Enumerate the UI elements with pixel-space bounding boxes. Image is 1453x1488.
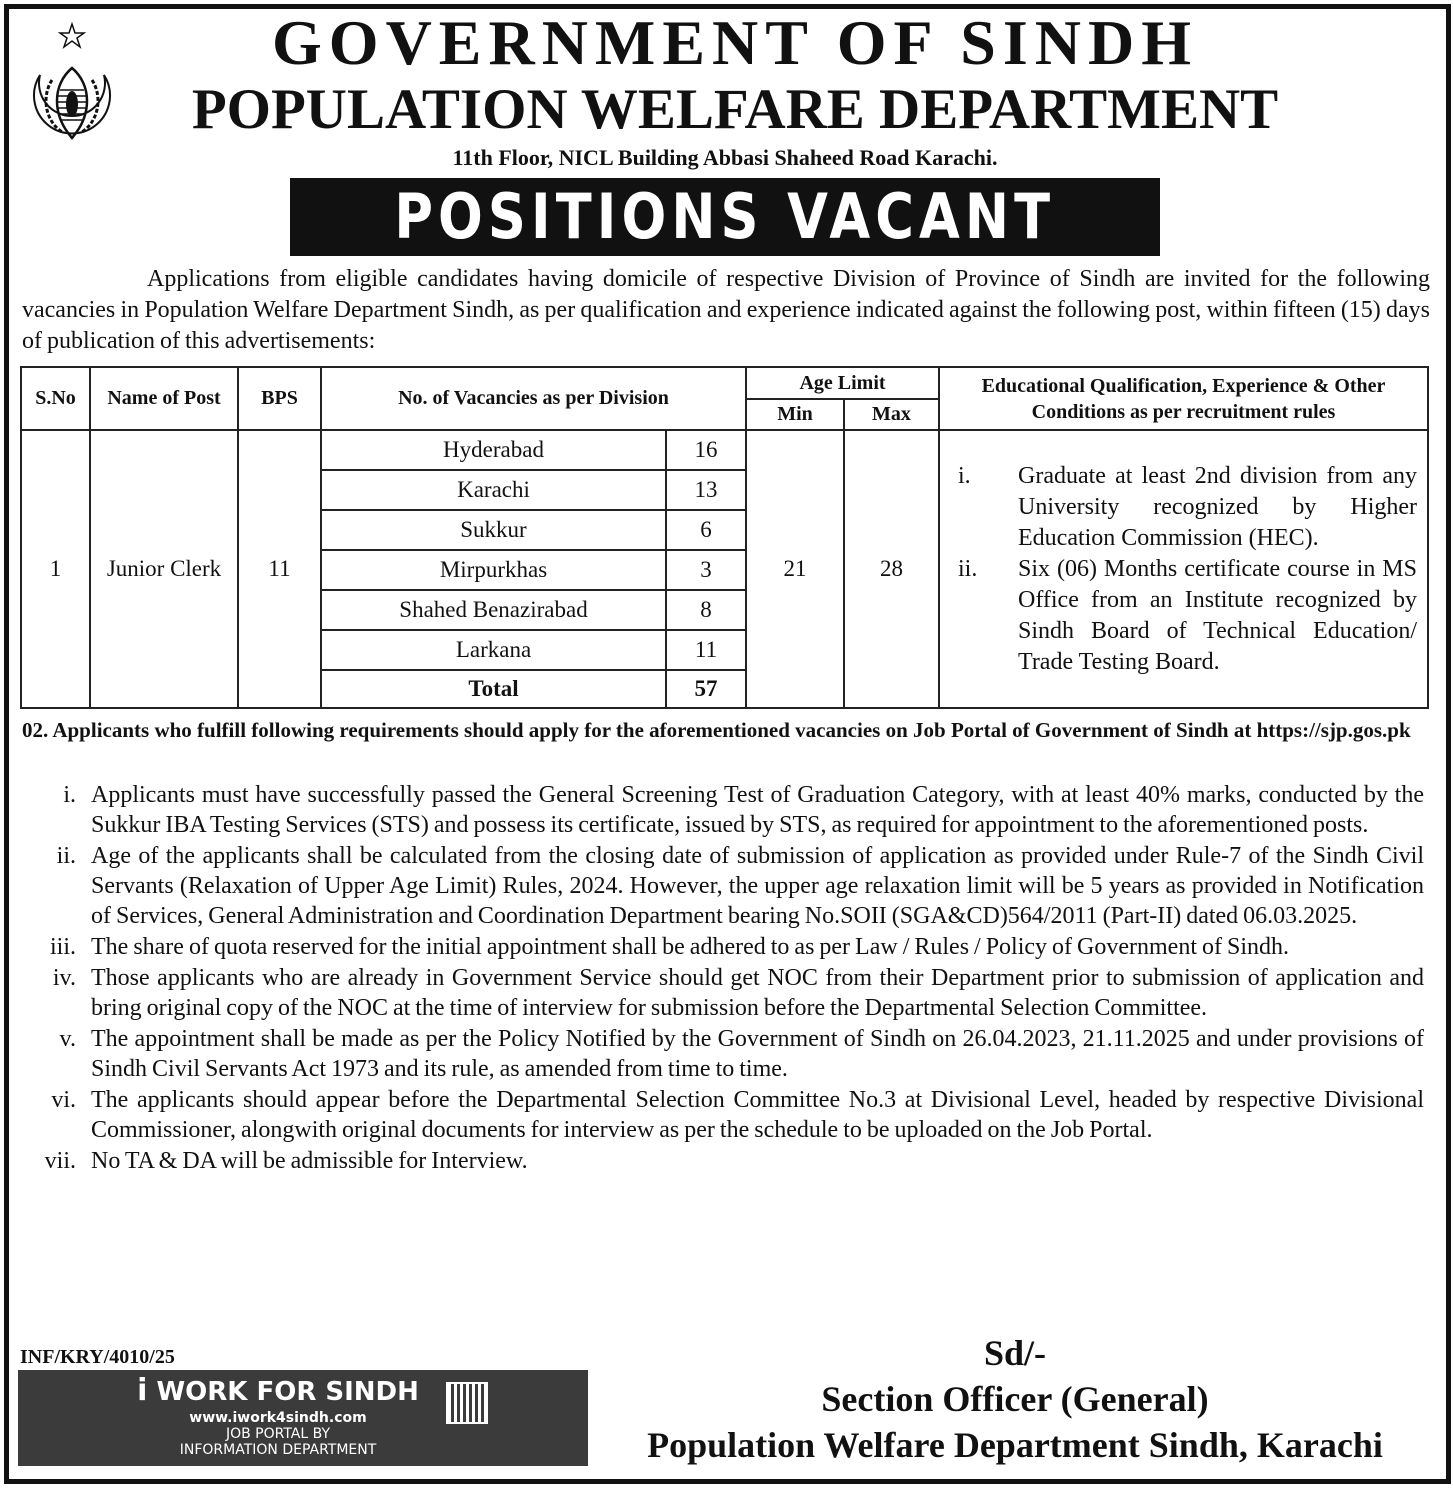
division-name: Karachi: [321, 470, 666, 510]
government-title: GOVERNMENT OF SINDH: [272, 7, 1198, 78]
total-count: 57: [666, 670, 746, 708]
header-sno: S.No: [21, 367, 90, 430]
qualification-cell: [939, 430, 1428, 708]
header-bps: BPS: [238, 367, 321, 430]
cell-bps: 11: [238, 430, 321, 708]
header-max: Max: [844, 399, 939, 430]
sig-title: Section Officer (General): [821, 1379, 1209, 1419]
requirement-item: vii. No TA & DA will be admissible for Interview.: [44, 1148, 528, 1174]
i-logo-icon: i: [137, 1373, 148, 1408]
department-title: POPULATION WELFARE DEPARTMENT: [191, 78, 1279, 141]
sindh-emblem-logo: [22, 20, 122, 150]
header-qualification: Educational Qualification, Experience & Other Conditions as per recruitment rules: [939, 367, 1428, 430]
iwork-line2: INFORMATION DEPARTMENT: [179, 1442, 377, 1458]
requirement-item: iii. The share of quota reserved for the initial appointment shall be adhered to as per Law / Rules / Policy of Government of Sindh.: [49, 934, 1289, 960]
iwork-for-sindh-banner: [18, 1370, 588, 1466]
header-post: Name of Post: [90, 367, 238, 430]
division-count: 3: [666, 550, 746, 590]
iwork-title: WORK FOR SINDH: [156, 1377, 419, 1407]
signature-block: [600, 1330, 1430, 1468]
division-name: Hyderabad: [321, 430, 666, 470]
requirement-item: iv. Those applicants who are already in Government Service should get NOC from their Department prior to submission of application and bring original copy of the NOC at the time of interview for submission before the Departmental Selection Committee.: [52, 965, 1424, 1021]
header-min: Min: [746, 399, 844, 430]
header-vacancies: No. of Vacancies as per Division: [321, 367, 746, 430]
cell-sno: 1: [21, 430, 90, 708]
intro-paragraph: Applications from eligible candidates having domicile of respective Division of Province of Sindh are invited for the following vacancies in Population Welfare Department Sindh, as per qualification and experience indicated against the following post, within fifteen (15) days of publication of this advertisements:: [22, 266, 1430, 354]
iwork-line1: JOB PORTAL BY: [225, 1426, 331, 1442]
paragraph-02: 02. Applicants who fulfill following requirements should apply for the aforementioned vacancies on Job Portal of Government of Sindh at https://sjp.gos.pk: [22, 718, 1411, 742]
division-count: 16: [666, 430, 746, 470]
sig-sd: Sd/-: [983, 1333, 1047, 1373]
reference-number: INF/KRY/4010/25: [20, 1346, 175, 1368]
header-age-limit: Age Limit: [746, 367, 939, 399]
vacancy-table: [20, 366, 1429, 709]
division-name: Larkana: [321, 630, 666, 670]
division-count: 11: [666, 630, 746, 670]
iwork-url[interactable]: www.iwork4sindh.com: [189, 1410, 367, 1426]
requirement-item: ii. Age of the applicants shall be calculated from the closing date of submission of application as provided under Rule-7 of the Sindh Civil Servants (Relaxation of Upper Age Limit) Rules, 2024. However, the upper age relaxation limit will be 5 years as provided in Notification of Services, General Administration and Coordination Department bearing No.SOII (SGA&CD)564/2011 (Part-II) dated 06.03.2025.: [56, 843, 1424, 929]
cell-age-min: 21: [746, 430, 844, 708]
positions-vacant-banner: POSITIONS VACANT: [290, 178, 1160, 256]
qr-code-icon: [448, 1384, 486, 1422]
division-count: 6: [666, 510, 746, 550]
qualification-item: ii. Six (06) Months certificate course in MS Office from an Institute recognized by Sindh Board of Technical Education/ Trade Testing Board.: [958, 555, 1417, 675]
division-name: Mirpurkhas: [321, 550, 666, 590]
division-count: 13: [666, 470, 746, 510]
requirements-list: [22, 780, 1424, 1177]
requirement-item: i. Applicants must have successfully passed the General Screening Test of Graduation Category, with at least 40% marks, conducted by the Sukkur IBA Testing Services (STS) and possess its certificate, issued by STS, as required for appointment to the aforementioned posts.: [63, 782, 1424, 838]
cell-age-max: 28: [844, 430, 939, 708]
requirement-item: vi. The applicants should appear before the Departmental Selection Committee No.3 at Divisional Level, headed by respective Divisional Commissioner, alongwith original documents for interview as per the schedule to be uploaded on the Job Portal.: [51, 1087, 1424, 1143]
address: 11th Floor, NICL Building Abbasi Shaheed Road Karachi.: [452, 145, 998, 170]
requirement-item: v. The appointment shall be made as per the Policy Notified by the Government of Sindh on 26.04.2023, 21.11.2025 and under provisions of Sindh Civil Servants Act 1973 and its rule, as amended from time to time.: [59, 1026, 1424, 1082]
division-name: Shahed Benazirabad: [321, 590, 666, 630]
division-name: Sukkur: [321, 510, 666, 550]
total-label: Total: [321, 670, 666, 708]
division-count: 8: [666, 590, 746, 630]
qualification-item: i. Graduate at least 2nd division from any University recognized by Higher Education Commission (HEC).: [958, 462, 1417, 551]
sig-dept: Population Welfare Department Sindh, Karachi: [647, 1425, 1383, 1465]
cell-post: Junior Clerk: [90, 430, 238, 708]
